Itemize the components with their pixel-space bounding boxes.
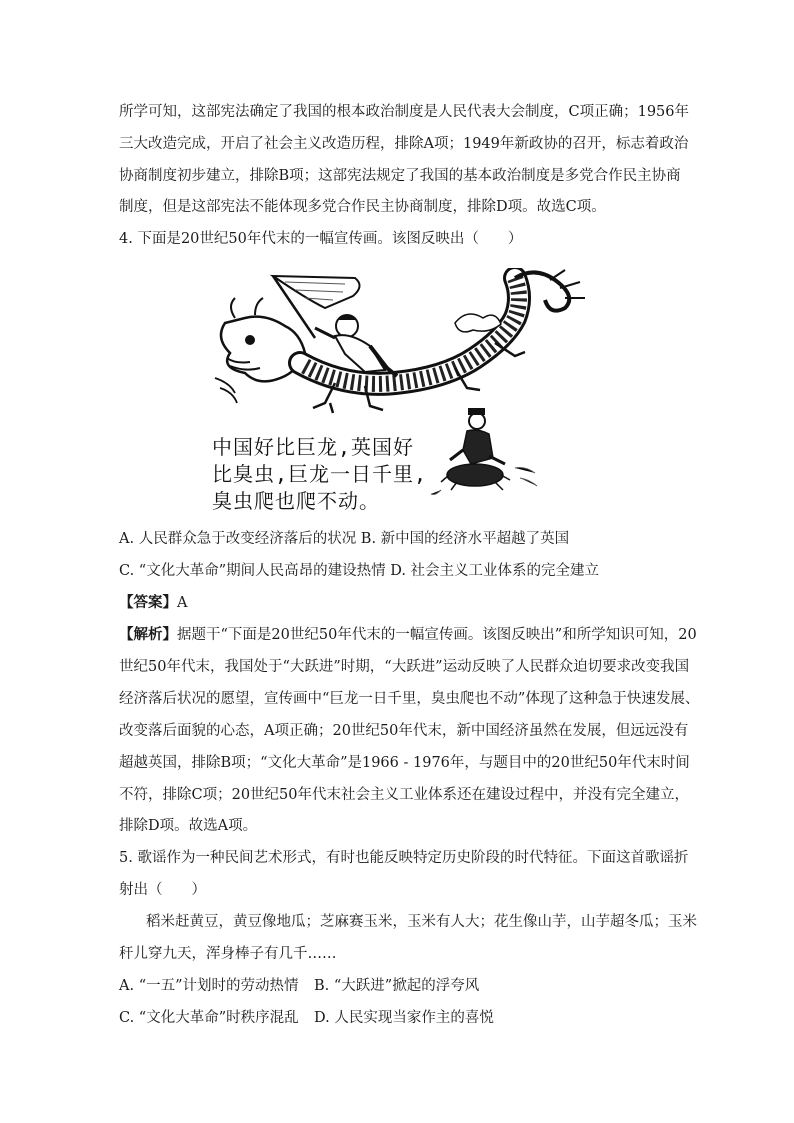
- prev-analysis-line-4: 制度，但是这部宪法不能体现多党合作民主协商制度，排除D项。故选C项。: [119, 199, 606, 215]
- question-4-analysis-line-1: [119, 625, 697, 645]
- question-4-options-ab: A. 人民群众急于改变经济落后的状况 B. 新中国的经济水平超越了英国: [119, 531, 570, 547]
- question-4-stem: 4. 下面是20世纪50年代末的一幅宣传画。该图反映出（ ）: [119, 231, 523, 247]
- question-4-analysis-line-7: 排除D项。故选A项。: [119, 818, 258, 834]
- question-4-analysis-line-3: 经济落后状况的愿望，宣传画中“巨龙一日千里，臭虫爬也不动”体现了这种急于快速发展、: [119, 691, 700, 707]
- question-4-analysis-line-2: 世纪50年代末，我国处于“大跃进”时期，“大跃进”运动反映了人民群众迫切要求改变我国: [119, 659, 690, 675]
- prev-analysis-line-2: 三大改造完成，开启了社会主义改造历程，排除A项；1949年新政协的召开，标志着政治: [119, 136, 689, 152]
- analysis-label: 【解析】: [119, 626, 177, 643]
- question-5-stem-line-1: 5. 歌谣作为一种民间艺术形式，有时也能反映特定历史阶段的时代特征。下面这首歌谣折: [119, 850, 689, 866]
- analysis-text: 据题干“下面是20世纪50年代末的一幅宣传画。该图反映出”和所学知识可知，20: [177, 627, 697, 643]
- question-5-stem-line-2: 射出（ ）: [119, 882, 206, 898]
- song-line-1: 稻米赶黄豆，黄豆像地瓜；芝麻赛玉米，玉米有人大；花生像山芋，山芋超冬瓜；玉米: [146, 914, 697, 930]
- poster-caption-line-2: 比臭虫,巨龙一日千里,: [212, 462, 428, 486]
- option-b: B. “大跃进”掀起的浮夸风: [314, 978, 480, 994]
- question-4-options-cd: C. “文化大革命”期间人民高昂的建设热情 D. 社会主义工业体系的完全建立: [119, 563, 600, 579]
- question-4-answer: [119, 593, 187, 613]
- prev-analysis-line-1: 所学可知，这部宪法确定了我国的根本政治制度是人民代表大会制度，C项正确；1956年: [119, 104, 689, 120]
- poster-caption-line-1: 中国好比巨龙,英国好: [212, 435, 415, 459]
- question-4-analysis-line-4: 改变落后面貌的心态，A项正确；20世纪50年代末，新中国经济虽然在发展，但远远没有: [119, 723, 689, 739]
- poster-caption-line-3: 臭虫爬也爬不动。: [212, 489, 380, 513]
- option-a: A. “一五”计划时的劳动热情: [119, 978, 299, 994]
- answer-value: A: [177, 595, 188, 611]
- answer-label: 【答案】: [119, 594, 177, 611]
- song-line-2: 秆儿穿九天，浑身棒子有几千……: [119, 946, 337, 962]
- question-4-analysis-line-5: 超越英国，排除B项；“文化大革命”是1966 - 1976年，与题目中的20世纪50年代末时间: [119, 755, 690, 771]
- poster-caption: [212, 434, 427, 515]
- prev-analysis-line-3: 协商制度初步建立，排除B项；这部宪法规定了我国的基本政治制度是多党合作民主协商: [119, 168, 681, 184]
- option-c: C. “文化大革命”时秩序混乱: [119, 1010, 299, 1026]
- option-d: D. 人民实现当家作主的喜悦: [314, 1010, 494, 1026]
- question-4-analysis-line-6: 不符，排除C项；20世纪50年代末社会主义工业体系还在建设过程中，并没有完全建立，: [119, 787, 689, 803]
